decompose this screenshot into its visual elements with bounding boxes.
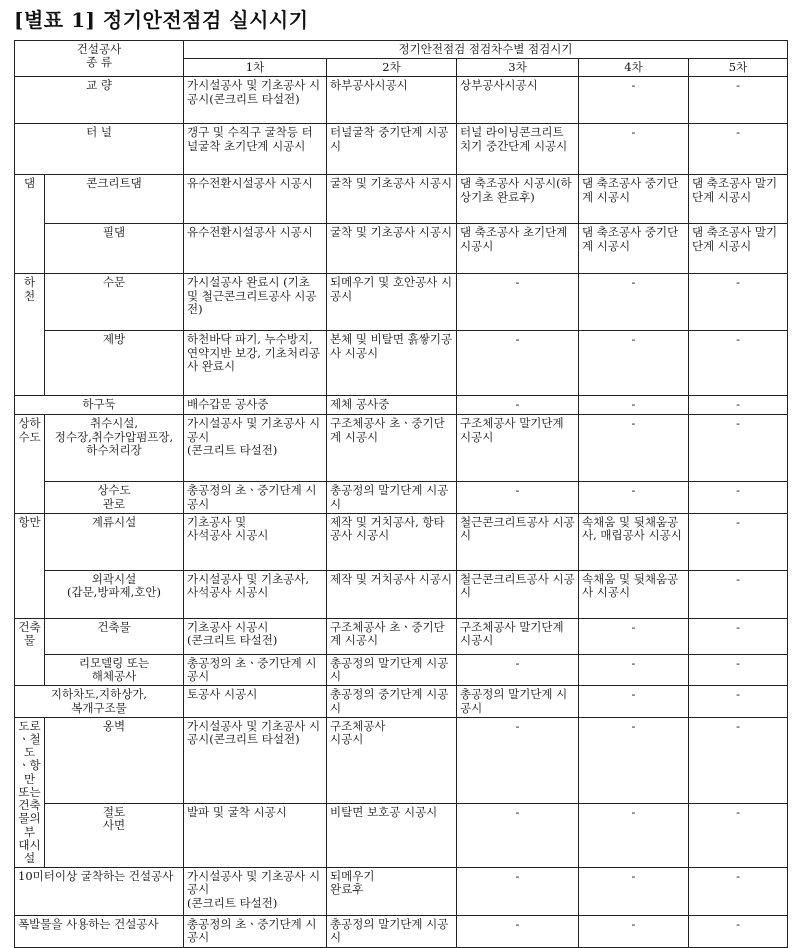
cell-round-3: 구조체공사 말기단계 시공시: [457, 415, 579, 482]
row-dam-concrete: [15, 175, 788, 224]
cell-round-3: -: [457, 916, 579, 948]
cell-round-2: 구조체공사 시공시: [327, 717, 457, 803]
row-water-pipe: [15, 482, 788, 513]
cell-round-5: -: [689, 513, 788, 570]
cell-round-4: -: [579, 717, 689, 803]
cell-round-4: -: [579, 686, 689, 717]
sub-label: 필댐: [45, 224, 184, 274]
cell-round-5: -: [689, 274, 788, 331]
cell-round-2: 터널굴착 중기단계 시공시: [327, 124, 457, 175]
cell-round-3: -: [457, 717, 579, 803]
cell-round-2: 되메우기 및 호안공사 시공시: [327, 274, 457, 331]
cell-round-5: -: [689, 124, 788, 175]
sub-label: 건축물: [45, 618, 184, 654]
cell-round-2: 굴착 및 기초공사 시공시: [327, 224, 457, 274]
cell-round-3: -: [457, 274, 579, 331]
row-tunnel: [15, 124, 788, 175]
cell-round-5: -: [689, 868, 788, 916]
row-label: 하구둑: [15, 396, 184, 415]
cell-round-3: -: [457, 331, 579, 396]
row-building-remodel: [15, 654, 788, 685]
cell-round-3: -: [457, 868, 579, 916]
row-blasting: [15, 916, 788, 948]
cell-round-4: -: [579, 415, 689, 482]
cell-round-3: 댐 축조공사 초기단계 시공시: [457, 224, 579, 274]
cell-round-4: -: [579, 274, 689, 331]
cell-round-3: -: [457, 804, 579, 868]
cell-round-1: 총공정의 초ㆍ중기단계 시공시: [184, 654, 327, 685]
cell-round-3: 터널 라이닝콘크리트 치기 중간단계 시공시: [457, 124, 579, 175]
cell-round-4: -: [579, 618, 689, 654]
row-dam-fill: [15, 224, 788, 274]
cell-round-4: 댐 축조공사 중기단계 시공시: [579, 224, 689, 274]
group-label: 상하 수도: [15, 415, 45, 513]
cell-round-5: -: [689, 570, 788, 618]
row-estuary: [15, 396, 788, 415]
cell-round-5: -: [689, 396, 788, 415]
row-river-levee: [15, 331, 788, 396]
cell-round-4: -: [579, 482, 689, 513]
row-water-intake: [15, 415, 788, 482]
cell-round-5: -: [689, 717, 788, 803]
cell-round-5: -: [689, 916, 788, 948]
cell-round-3: 상부공사시공시: [457, 77, 579, 124]
cell-round-5: -: [689, 686, 788, 717]
group-label: 하 천: [15, 274, 45, 396]
sub-label: 취수시설, 정수장,취수가압펌프장, 하수처리장: [45, 415, 184, 482]
cell-round-4: -: [579, 77, 689, 124]
cell-round-3: 댐 축조공사 시공시(하상기초 완료후): [457, 175, 579, 224]
cell-round-3: 철근콘크리트공사 시공시: [457, 513, 579, 570]
row-excavation: [15, 868, 788, 916]
row-retaining-wall: [15, 717, 788, 803]
cell-round-3: 구조체공사 말기단계 시공시: [457, 618, 579, 654]
cell-round-3: 철근콘크리트공사 시공시: [457, 570, 579, 618]
row-building-build: [15, 618, 788, 654]
row-label: 10미터이상 굴착하는 건설공사: [15, 868, 184, 916]
cell-round-1: 가시설공사 및 기초공사 시공시(콘크리트 타설전): [184, 717, 327, 803]
cell-round-1: 가시설공사 및 기초공사, 사석공사 시공시: [184, 570, 327, 618]
header-row: [15, 41, 788, 59]
cell-round-3: -: [457, 396, 579, 415]
cell-round-5: -: [689, 77, 788, 124]
cell-round-4: -: [579, 916, 689, 948]
cell-round-1: 갱구 및 수직구 굴착등 터널굴착 초기단계 시공시: [184, 124, 327, 175]
group-label: 댐: [15, 175, 45, 274]
cell-round-2: 굴착 및 기초공사 시공시: [327, 175, 457, 224]
cell-round-5: -: [689, 415, 788, 482]
cell-round-5: 댐 축조공사 말기단계 시공시: [689, 224, 788, 274]
header-construction-type: 건설공사 종 류: [15, 41, 184, 77]
cell-round-2: 총공정의 말기단계 시공시: [327, 482, 457, 513]
cell-round-1: 유수전환시설공사 시공시: [184, 175, 327, 224]
cell-round-1: 가시설공사 완료시 (기초 및 철근콘크리트공사 시공전): [184, 274, 327, 331]
header-round-2: 2차: [327, 59, 457, 77]
row-underground: [15, 686, 788, 717]
cell-round-5: -: [689, 331, 788, 396]
cell-round-1: 배수갑문 공사중: [184, 396, 327, 415]
cell-round-4: -: [579, 331, 689, 396]
inspection-schedule-table: [14, 40, 788, 948]
cell-round-2: 본체 및 비탈면 흙쌓기공사 시공시: [327, 331, 457, 396]
cell-round-3: -: [457, 654, 579, 685]
cell-round-2: 총공정의 말기단계 시공시: [327, 916, 457, 948]
cell-round-1: 가시설공사 및 기초공사 시공시 (콘크리트 타설전): [184, 868, 327, 916]
cell-round-1: 발파 및 굴착 시공시: [184, 804, 327, 868]
header-round-5: 5차: [689, 59, 788, 77]
cell-round-1: 하천바닥 파기, 누수방지, 연약지반 보강, 기초처리공사 완료시: [184, 331, 327, 396]
cell-round-3: -: [457, 482, 579, 513]
cell-round-2: 제체 공사중: [327, 396, 457, 415]
cell-round-1: 토공사 시공시: [184, 686, 327, 717]
cell-round-3: 총공정의 말기단계 시공시: [457, 686, 579, 717]
cell-round-2: 하부공사시공시: [327, 77, 457, 124]
cell-round-1: 기초공사 시공시 (콘크리트 타설전): [184, 618, 327, 654]
cell-round-2: 구조체공사 초ㆍ중기단계 시공시: [327, 415, 457, 482]
sub-label: 수문: [45, 274, 184, 331]
row-bridge: [15, 77, 788, 124]
cell-round-5: -: [689, 482, 788, 513]
group-label: 도로ㆍ철도 ㆍ항만 또는 건축물의 부 대시설: [15, 717, 45, 867]
cell-round-4: -: [579, 804, 689, 868]
cell-round-2: 구조체공사 초ㆍ중기단계 시공시: [327, 618, 457, 654]
sub-label: 옹벽: [45, 717, 184, 803]
row-port-mooring: [15, 513, 788, 570]
header-round-4: 4차: [579, 59, 689, 77]
sub-label: 제방: [45, 331, 184, 396]
sub-label: 상수도 관로: [45, 482, 184, 513]
cell-round-5: -: [689, 804, 788, 868]
cell-round-4: -: [579, 868, 689, 916]
cell-round-2: 되메우기 완료후: [327, 868, 457, 916]
row-port-breakwater: [15, 570, 788, 618]
row-label: 지하차도,지하상가, 복개구조물: [15, 686, 184, 717]
cell-round-2: 제작 및 거치공사, 항타공사 시공시: [327, 513, 457, 570]
row-river-sluice: [15, 274, 788, 331]
header-round-1: 1차: [184, 59, 327, 77]
cell-round-5: -: [689, 654, 788, 685]
sub-label: 외곽시설 (갑문,방파제,호안): [45, 570, 184, 618]
cell-round-4: 속채움 및 뒷채움공사, 매립공사 시공시: [579, 513, 689, 570]
document-title: [별표 1] 정기안전점검 실시시기: [14, 8, 309, 32]
cell-round-5: -: [689, 618, 788, 654]
header-schedule-group: 정기안전점검 점검차수별 점검시기: [184, 41, 788, 59]
sub-label: 계류시설: [45, 513, 184, 570]
header-round-3: 3차: [457, 59, 579, 77]
cell-round-1: 기초공사 및 사석공사 시공시: [184, 513, 327, 570]
cell-round-4: 댐 축조공사 중기단계 시공시: [579, 175, 689, 224]
row-label: 교 량: [15, 77, 184, 124]
cell-round-2: 제작 및 거치공사 시공시: [327, 570, 457, 618]
cell-round-4: 속채움 및 뒷채움공사 시공시: [579, 570, 689, 618]
sub-label: 콘크리트댐: [45, 175, 184, 224]
cell-round-2: 비탈면 보호공 시공시: [327, 804, 457, 868]
cell-round-2: 총공정의 말기단계 시공시: [327, 654, 457, 685]
cell-round-4: -: [579, 124, 689, 175]
group-label: 건축 물: [15, 618, 45, 685]
cell-round-1: 총공정의 초ㆍ중기단계 시공시: [184, 916, 327, 948]
cell-round-4: -: [579, 654, 689, 685]
group-label: 항만: [15, 513, 45, 618]
row-label: 터 널: [15, 124, 184, 175]
row-label: 폭발물을 사용하는 건설공사: [15, 916, 184, 948]
cell-round-5: 댐 축조공사 말기단계 시공시: [689, 175, 788, 224]
cell-round-1: 가시설공사 및 기초공사 시공시(콘크리트 타설전): [184, 77, 327, 124]
cell-round-1: 총공정의 초ㆍ중기단계 시공시: [184, 482, 327, 513]
sub-label: 절토 사면: [45, 804, 184, 868]
cell-round-1: 유수전환시설공사 시공시: [184, 224, 327, 274]
cell-round-4: -: [579, 396, 689, 415]
cell-round-2: 총공정의 중기단계 시공시: [327, 686, 457, 717]
sub-label: 리모델링 또는 해체공사: [45, 654, 184, 685]
row-retaining-slope: [15, 804, 788, 868]
cell-round-1: 가시설공사 및 기초공사 시공시 (콘크리트 타설전): [184, 415, 327, 482]
